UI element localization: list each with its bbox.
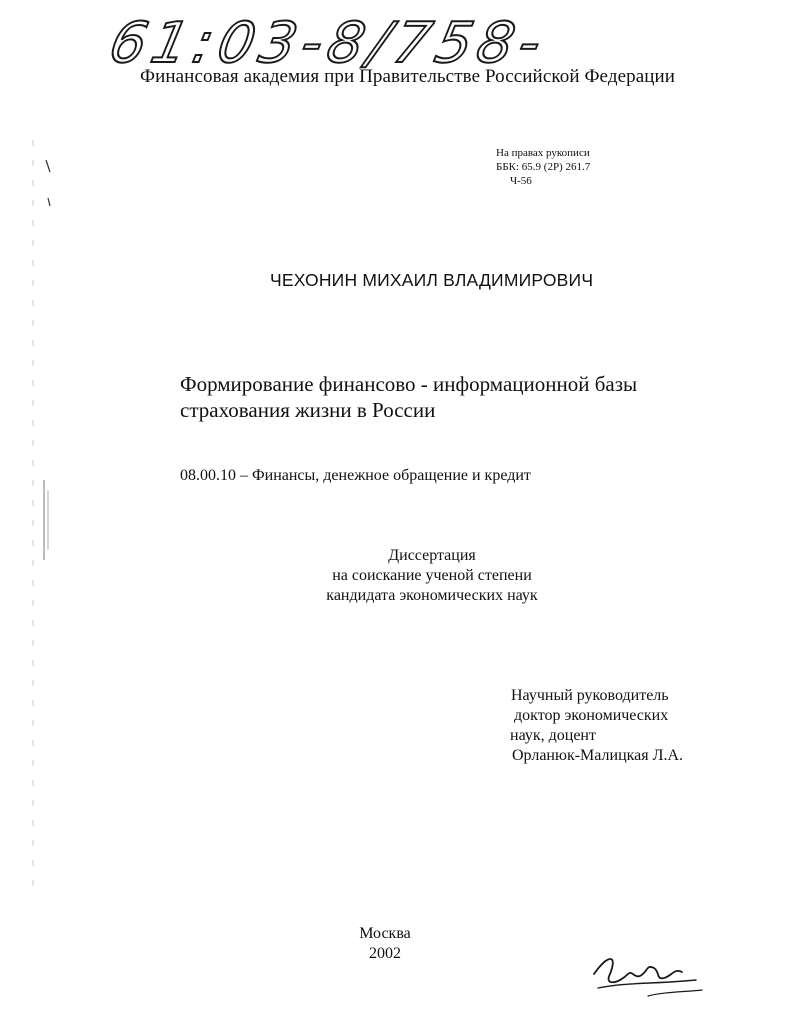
- manuscript-rights: На правах рукописи: [496, 147, 590, 159]
- binding-marks: [28, 120, 58, 920]
- thesis-title-line-1: Формирование финансово - информационной базы: [180, 372, 638, 396]
- supervisor-role: Научный руководитель: [511, 687, 669, 704]
- year: 2002: [369, 945, 401, 962]
- bbk-code: ББК: 65.9 (2Р) 261.7: [496, 161, 591, 173]
- manuscript-info: [496, 146, 590, 188]
- dissertation-line-1: Диссертация: [388, 547, 476, 564]
- thesis-title-line-2: страхования жизни в России: [180, 398, 436, 422]
- handwritten-signature: [588, 944, 708, 1014]
- author-index: Ч-56: [510, 175, 532, 187]
- scan-artifact-icon: [28, 120, 58, 920]
- city-name: Москва: [359, 925, 411, 942]
- thesis-title: [180, 371, 637, 423]
- signature-icon: [588, 944, 708, 1014]
- specialty-code: 08.00.10 – Финансы, денежное обращение и кредит: [180, 467, 531, 484]
- dissertation-line-3: кандидата экономических наук: [326, 587, 538, 604]
- dissertation-statement: [312, 546, 552, 606]
- catalog-code-text: 61:03-8/758-7: [103, 10, 540, 76]
- author-name: ЧЕХОНИН МИХАИЛ ВЛАДИМИРОВИЧ: [270, 270, 594, 290]
- supervisor-block: [508, 686, 683, 766]
- supervisor-name: Орланюк-Малицкая Л.А.: [512, 747, 684, 764]
- dissertation-line-2: на соискание ученой степени: [332, 567, 532, 584]
- institution-name: Финансовая академия при Правительстве Российской Федерации: [140, 66, 676, 87]
- place-and-year: [330, 924, 440, 964]
- supervisor-rank: наук, доцент: [510, 727, 596, 744]
- supervisor-degree: доктор экономических: [514, 707, 669, 724]
